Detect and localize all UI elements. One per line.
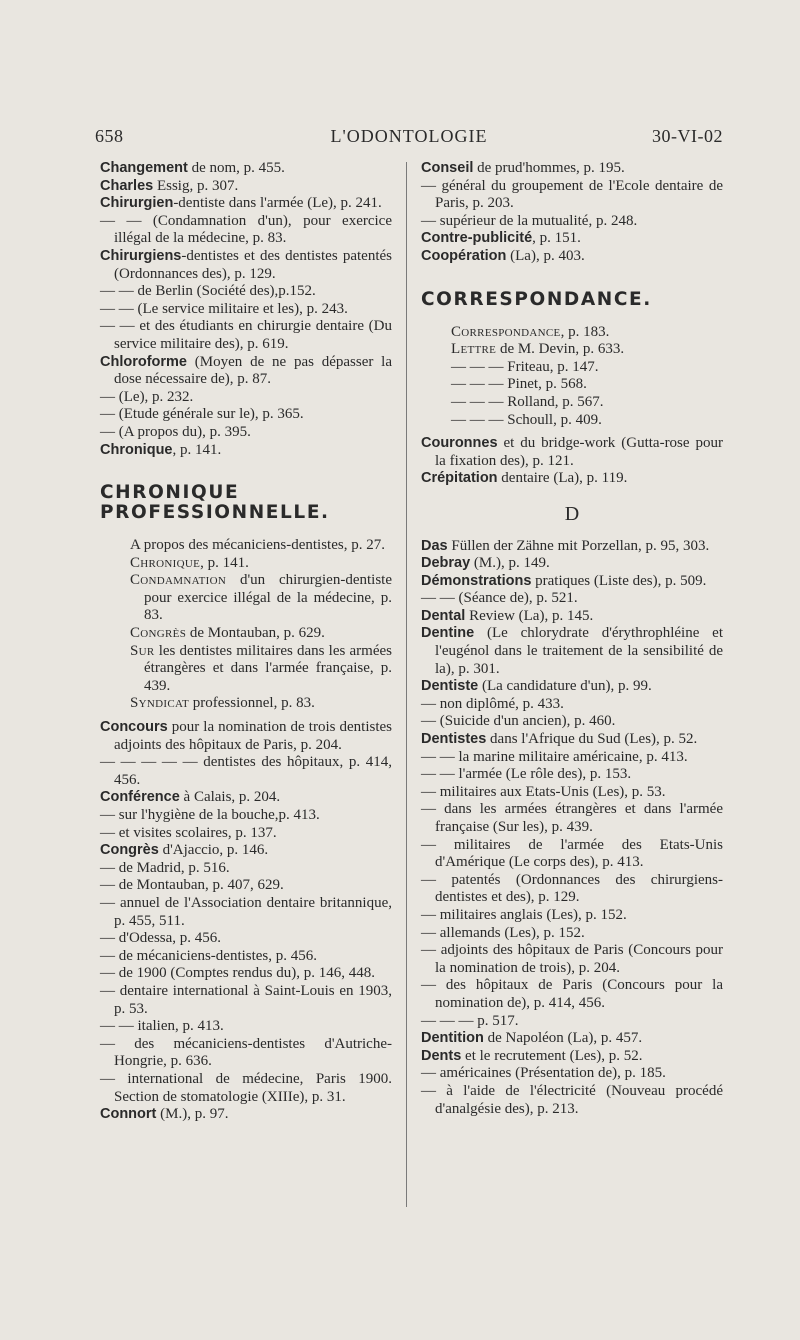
index-entry [100, 842, 392, 860]
entry-text: — — italien, p. 413. [100, 1018, 224, 1035]
index-entry [100, 178, 392, 196]
entry-headword: Connort [100, 1106, 157, 1123]
index-entry [100, 895, 392, 930]
entry-text: pratiques (Liste des), p. 509. [531, 572, 707, 589]
index-entry [100, 930, 392, 948]
subentry-keyword: Condamnation [130, 572, 227, 589]
column-divider [406, 162, 407, 1207]
index-subentry [100, 537, 392, 555]
correspondance-subentries [421, 324, 723, 430]
index-subentry [100, 695, 392, 713]
entry-headword: Contre-publicité [421, 230, 533, 247]
entry-text: — international de médecine, Paris 1900. Section de stomatologie (XIIIe), p. 31. [100, 1070, 392, 1105]
entry-text: Füllen der Zähne mit Porzellan, p. 95, 303. [447, 537, 710, 554]
entry-text: de Montauban, p. 629. [186, 625, 325, 642]
entry-text: les dentistes militaires dans les armées étrangères et dans l'armée française, p. 439. [144, 642, 392, 694]
index-entry [100, 754, 392, 789]
entry-headword: Debray [421, 555, 471, 572]
index-entry [421, 907, 723, 925]
index-entry [100, 1018, 392, 1036]
entry-text: (M.), p. 149. [470, 555, 550, 572]
subentry-keyword: Syndicat [130, 695, 190, 712]
entry-headword: Dentistes [421, 731, 487, 748]
index-subentry [421, 394, 723, 412]
entry-text: -dentistes et des dentistes patentés (Ordonnances des), p. 129. [114, 247, 392, 282]
index-entry [421, 538, 723, 556]
entry-text: de nom, p. 455. [187, 160, 285, 176]
index-entry [100, 406, 392, 424]
subentry-keyword: Sur [130, 642, 155, 659]
index-entry [421, 1030, 723, 1048]
index-entry [100, 1071, 392, 1106]
index-entry [421, 942, 723, 977]
index-subentry [100, 643, 392, 696]
index-entry [421, 713, 723, 731]
entry-headword: Conseil [421, 160, 474, 176]
index-entry [421, 178, 723, 213]
entry-text: — — — Schoull, p. 409. [451, 411, 602, 428]
entry-text: — américaines (Présentation de), p. 185. [421, 1065, 666, 1082]
index-entry [100, 789, 392, 807]
entry-text: — — (Condamnation d'un), pour exercice illégal de la médecine, p. 83. [100, 212, 392, 247]
index-entry [421, 590, 723, 608]
right-top-entries [421, 160, 723, 266]
entry-text: , p. 151. [532, 230, 581, 247]
entry-headword: Congrès [100, 842, 159, 859]
subentry-keyword: Chronique [130, 554, 201, 571]
entry-headword: Dentiste [421, 678, 479, 695]
index-entry [421, 213, 723, 231]
entry-text: et du bridge-work (Gutta-rose pour la fixation des), p. 121. [435, 435, 723, 469]
entry-text: — — — Rolland, p. 567. [451, 393, 604, 410]
index-entry [100, 948, 392, 966]
entry-headword: Chirurgiens [100, 247, 182, 264]
entry-text: — — de Berlin (Société des),p.152. [100, 283, 316, 300]
entry-headword: Chirurgien [100, 195, 174, 212]
entry-headword: Concours [100, 719, 168, 736]
entry-text: — annuel de l'Association dentaire britannique, p. 455, 511. [100, 894, 392, 929]
index-entry [421, 573, 723, 591]
entry-text: — de Montauban, p. 407, 629. [100, 877, 284, 894]
entry-text: — de Madrid, p. 516. [100, 859, 230, 876]
index-entry [100, 825, 392, 843]
index-entry [421, 872, 723, 907]
entry-text: — adjoints des hôpitaux de Paris (Concours pour la nomination de trois), p. 204. [421, 942, 723, 976]
index-entry [421, 555, 723, 573]
entry-text: — des mécaniciens-dentistes d'Autriche-Hongrie, p. 636. [100, 1035, 392, 1070]
chronique-subentries [100, 537, 392, 713]
entry-headword: Coopération [421, 247, 507, 264]
entry-text: — de 1900 (Comptes rendus du), p. 146, 448. [100, 965, 375, 982]
index-subentry [421, 376, 723, 394]
entry-text: d'un chirurgien-dentiste pour exercice illégal de la médecine, p. 83. [144, 572, 392, 624]
entry-text: — patentés (Ordonnances des chirurgiens-dentistes et des), p. 129. [421, 871, 723, 906]
entry-text: , p. 141. [200, 554, 249, 571]
index-entry [100, 213, 392, 248]
entry-text: , p. 141. [172, 441, 222, 458]
index-subentry [100, 572, 392, 625]
index-entry [421, 731, 723, 749]
subentry-keyword: Lettre [451, 341, 497, 358]
entry-text: — non diplômé, p. 433. [421, 695, 564, 712]
section-heading-chronique: CHRONIQUE PROFESSIONNELLE. [100, 482, 330, 524]
entry-text: — militaires anglais (Les), p. 152. [421, 906, 627, 923]
entry-text: — — — Pinet, p. 568. [451, 376, 587, 393]
index-entry [100, 195, 392, 213]
entry-text: — supérieur de la mutualité, p. 248. [421, 212, 638, 229]
index-entry [100, 983, 392, 1018]
entry-text: — — — p. 517. [421, 1012, 519, 1029]
entry-text: A propos des mécaniciens-dentistes, p. 27. [130, 537, 385, 554]
entry-text: — d'Odessa, p. 456. [100, 930, 222, 947]
right-mid-entries [421, 435, 723, 488]
index-entry [100, 389, 392, 407]
entry-text: — — et des étudiants en chirurgie dentaire (Du service militaire des), p. 619. [100, 318, 392, 352]
entry-headword: Charles [100, 177, 154, 194]
entry-text: — sur l'hygiène de la bouche,p. 413. [100, 807, 320, 823]
index-entry [421, 678, 723, 696]
subentry-keyword: Correspondance [451, 323, 561, 340]
index-entry [100, 860, 392, 878]
entry-text: d'Ajaccio, p. 146. [158, 842, 269, 859]
index-entry [100, 807, 392, 825]
entry-text: — (Etude générale sur le), p. 365. [100, 406, 304, 423]
index-entry [421, 1013, 723, 1031]
entry-text: (Le chlorydrate d'érythrophléine et l'eugénol dans le traitement de la sensibilité de la), p. 301. [435, 625, 723, 677]
entry-text: — — la marine militaire américaine, p. 413. [421, 748, 688, 765]
entry-text: — militaires de l'armée des Etats-Unis d'Amérique (Le corps des), p. 413. [421, 836, 723, 871]
entry-text: (La candidature d'un), p. 99. [478, 678, 652, 695]
index-entry [100, 424, 392, 442]
entry-text: — — — Friteau, p. 147. [451, 358, 599, 375]
entry-text: Review (La), p. 145. [465, 607, 594, 624]
index-entry [100, 354, 392, 389]
right-bottom-entries [421, 538, 723, 1119]
entry-text: professionnel, p. 83. [189, 695, 315, 712]
entry-text: de prud'hommes, p. 195. [473, 160, 625, 176]
index-entry [100, 965, 392, 983]
entry-text: — dans les armées étrangères et dans l'armée française (Sur les), p. 439. [421, 801, 723, 835]
index-entry [100, 719, 392, 754]
entry-text: — à l'aide de l'électricité (Nouveau procédé d'analgésie des), p. 213. [421, 1082, 723, 1117]
index-entry [100, 1036, 392, 1071]
entry-headword: Changement [100, 160, 188, 176]
index-subentry [100, 555, 392, 573]
entry-text: — — (Séance de), p. 521. [421, 590, 578, 607]
entry-text: dentaire (La), p. 119. [497, 470, 628, 487]
entry-headword: Démonstrations [421, 572, 532, 589]
entry-text: — — l'armée (Le rôle des), p. 153. [421, 766, 632, 783]
index-entry [421, 608, 723, 626]
entry-text: de M. Devin, p. 633. [496, 341, 625, 358]
entry-text: — militaires aux Etats-Unis (Les), p. 53. [421, 783, 666, 800]
entry-text: — — (Le service militaire et les), p. 243. [100, 300, 348, 317]
entry-text: à Calais, p. 204. [179, 789, 281, 806]
entry-text: — et visites scolaires, p. 137. [100, 824, 277, 841]
entry-headword: Couronnes [421, 435, 498, 452]
entry-text: — général du groupement de l'Ecole dentaire de Paris, p. 203. [421, 177, 723, 212]
index-entry [421, 1083, 723, 1118]
entry-text: — — — — — dentistes des hôpitaux, p. 414, 456. [100, 754, 392, 788]
entry-text: dans l'Afrique du Sud (Les), p. 52. [486, 731, 698, 748]
index-entry [421, 1065, 723, 1083]
entry-text: — des hôpitaux de Paris (Concours pour la nomination de), p. 414, 456. [421, 977, 723, 1011]
index-subentry [421, 412, 723, 430]
subentry-keyword: Congrès [130, 625, 187, 642]
entry-text: (La), p. 403. [506, 247, 585, 264]
letter-heading: D [564, 502, 580, 525]
entry-text: , p. 183. [560, 323, 610, 340]
index-entry [421, 248, 723, 266]
entry-headword: Dentition [421, 1030, 484, 1047]
index-entry [100, 160, 392, 178]
entry-headword: Dents [421, 1047, 462, 1064]
entry-text: — de mécaniciens-dentistes, p. 456. [100, 947, 318, 964]
section-heading-correspondance: CORRESPONDANCE. [421, 288, 652, 310]
issue-date: 30-VI-02 [652, 126, 723, 146]
page-number: 658 [95, 126, 124, 146]
entry-headword: Chloroforme [100, 353, 187, 370]
left-bottom-entries [100, 719, 392, 1124]
index-subentry [421, 324, 723, 342]
index-entry [100, 283, 392, 301]
index-entry [421, 801, 723, 836]
index-entry [421, 977, 723, 1012]
index-entry [421, 625, 723, 678]
entry-headword: Dentine [421, 625, 475, 642]
entry-headword: Conférence [100, 789, 180, 806]
index-entry [100, 318, 392, 353]
entry-text: — dentaire international à Saint-Louis en 1903, p. 53. [100, 982, 392, 1017]
left-top-entries [100, 160, 392, 459]
index-entry [421, 435, 723, 470]
running-title: L'ODONTOLOGIE [330, 126, 488, 146]
left-column [100, 160, 392, 1124]
index-entry [100, 442, 392, 460]
entry-text: -dentiste dans l'armée (Le), p. 241. [173, 195, 382, 212]
index-entry [421, 1048, 723, 1066]
entry-text: pour la nomination de trois dentistes adjoints des hôpitaux de Paris, p. 204. [114, 719, 392, 753]
index-subentry [421, 341, 723, 359]
index-subentry [421, 359, 723, 377]
index-entry [421, 470, 723, 488]
index-entry [421, 784, 723, 802]
entry-text: (Moyen de ne pas dépasser la dose nécessaire de), p. 87. [114, 353, 392, 388]
index-subentry [100, 625, 392, 643]
entry-headword: Crépitation [421, 470, 498, 487]
entry-text: — allemands (Les), p. 152. [421, 924, 585, 941]
entry-headword: Chronique [100, 441, 173, 458]
index-entry [100, 1106, 392, 1124]
index-entry [421, 160, 723, 178]
index-entry [100, 877, 392, 895]
index-entry [100, 248, 392, 283]
entry-text: (M.), p. 97. [156, 1106, 229, 1123]
entry-headword: Das [421, 537, 448, 554]
index-entry [421, 837, 723, 872]
entry-headword: Dental [421, 607, 466, 624]
entry-text: — (A propos du), p. 395. [100, 423, 251, 440]
entry-text: — (Suicide d'un ancien), p. 460. [421, 713, 616, 730]
index-entry [421, 230, 723, 248]
index-entry [421, 749, 723, 767]
index-entry [421, 696, 723, 714]
entry-text: Essig, p. 307. [153, 177, 239, 194]
entry-text: — (Le), p. 232. [100, 388, 194, 405]
entry-text: et le recrutement (Les), p. 52. [461, 1047, 643, 1064]
entry-text: de Napoléon (La), p. 457. [483, 1030, 643, 1047]
right-column [421, 160, 723, 1118]
page-header [95, 126, 723, 150]
index-entry [421, 766, 723, 784]
index-entry [100, 301, 392, 319]
index-entry [421, 925, 723, 943]
